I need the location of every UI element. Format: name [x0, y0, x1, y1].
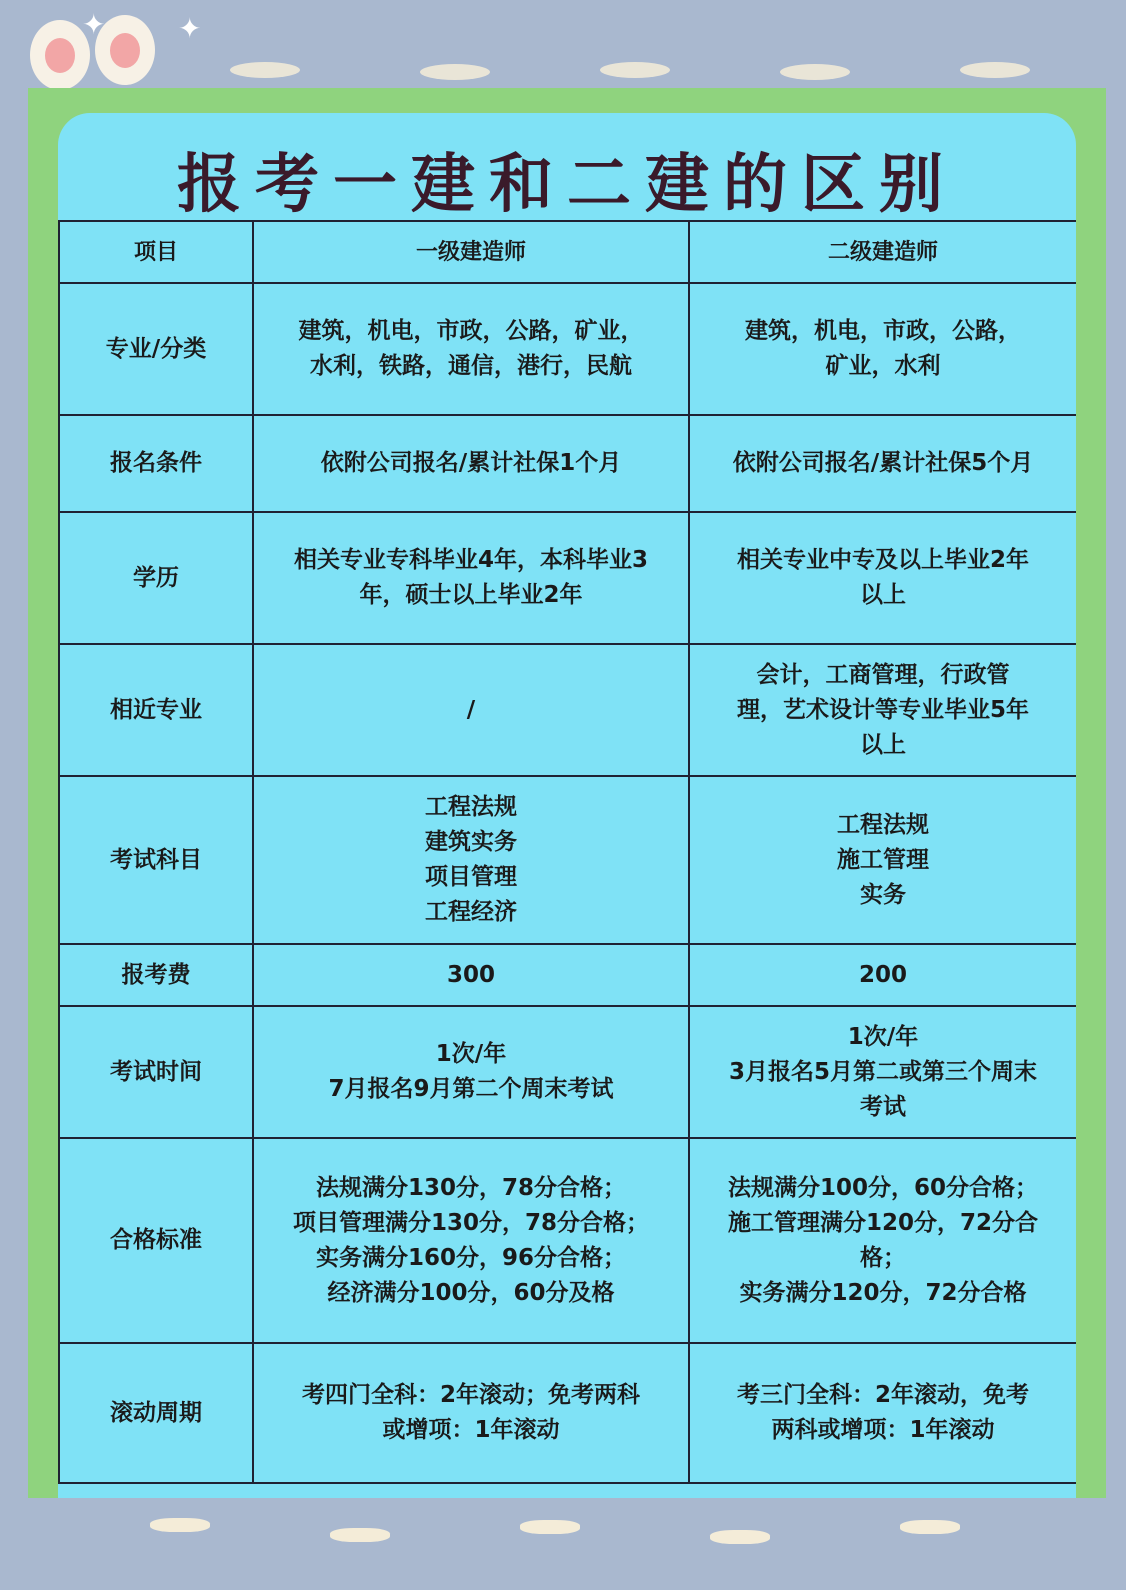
header-first-class: 一级建造师 [253, 221, 689, 283]
bunny-ear-left-decoration [30, 20, 90, 90]
first-class-cell [253, 1343, 689, 1483]
cell-text-line: 3月报名5月第二或第三个周末 [728, 1058, 1037, 1085]
cell-text-line: 工程经济 [425, 899, 517, 925]
cell-text-line: 相关专业专科毕业4年，本科毕业3 [293, 547, 648, 573]
cell-text-line: 经济满分100分，60分及格 [327, 1279, 615, 1306]
second-class-cell [689, 283, 1076, 415]
second-class-cell [689, 944, 1076, 1006]
cell-text-line: 水利，铁路，通信，港行，民航 [310, 353, 632, 379]
cookie-decoration [780, 64, 850, 80]
table-row [59, 512, 1076, 644]
row-label: 报考费 [59, 944, 253, 1006]
cookie-decoration [600, 62, 670, 78]
cell-text-line: 实务满分120分，72分合格 [739, 1279, 1027, 1306]
cell-text-line: 项目管理满分130分，78分合格； [292, 1209, 650, 1236]
second-class-cell [689, 512, 1076, 644]
cookie-decoration [960, 62, 1030, 78]
cell-text-line: 考三门全科：2年滚动，免考 [736, 1382, 1029, 1408]
cell-text-line: 法规满分100分，60分合格； [727, 1174, 1039, 1201]
cell-text-line: 格； [860, 1244, 906, 1271]
row-label: 专业/分类 [59, 283, 253, 415]
cell-text-line: 200 [858, 961, 907, 988]
comparison-panel [58, 113, 1076, 1498]
cell-text-line: 7月报名9月第二个周末考试 [328, 1076, 614, 1102]
second-class-cell [689, 776, 1076, 944]
cookie-decoration [420, 64, 490, 80]
cell-text-line: 1次/年 [847, 1023, 919, 1050]
sparkle-icon: ✦ [82, 8, 106, 41]
row-label: 考试科目 [59, 776, 253, 944]
table-row [59, 644, 1076, 776]
cell-text-line: 会计，工商管理，行政管 [756, 661, 1010, 688]
cell-text-line: 施工管理满分120分，72分合 [727, 1209, 1039, 1236]
page-title: 报考一建和二建的区别 [177, 148, 957, 222]
row-label: 相近专业 [59, 644, 253, 776]
cell-text-line: 1次/年 [435, 1041, 507, 1067]
cell-text-line: 施工管理 [837, 846, 929, 873]
table-row [59, 283, 1076, 415]
cell-text-line: 矿业，水利 [825, 353, 941, 379]
sparkle-icon: ✦ [178, 12, 202, 45]
cell-text-line: 年，硕士以上毕业2年 [359, 582, 583, 608]
header-item: 项目 [59, 221, 253, 283]
table-row [59, 1343, 1076, 1483]
cell-text-line: 建筑，机电，市政，公路，矿业， [298, 318, 644, 344]
table-row [59, 415, 1076, 512]
cell-text-line: 或增项：1年滚动 [382, 1417, 560, 1443]
first-class-cell [253, 512, 689, 644]
cell-text-line: 建筑实务 [425, 829, 517, 855]
first-class-cell [253, 1006, 689, 1138]
cell-text-line: 实务 [860, 881, 906, 908]
row-label: 考试时间 [59, 1006, 253, 1138]
header-second-class: 二级建造师 [689, 221, 1076, 283]
bottom-decoration-strip [0, 1498, 1126, 1590]
cell-text-line: 工程法规 [425, 794, 517, 820]
second-class-cell [689, 415, 1076, 512]
second-class-cell [689, 1343, 1076, 1483]
second-class-cell [689, 1138, 1076, 1343]
row-label: 报名条件 [59, 415, 253, 512]
table-row [59, 776, 1076, 944]
cell-text-line: 建筑，机电，市政，公路， [745, 318, 1021, 344]
table-header-row [59, 221, 1076, 283]
cell-text-line: 相关专业中专及以上毕业2年 [736, 547, 1029, 573]
comparison-table [58, 220, 1076, 1484]
cell-text-line: 工程法规 [837, 811, 929, 838]
cell-text-line: 实务满分160分，96分合格； [315, 1244, 627, 1271]
row-label: 滚动周期 [59, 1343, 253, 1483]
cell-text-line: 以上 [860, 582, 906, 608]
cell-text-line: 两科或增项：1年滚动 [771, 1417, 995, 1443]
cookie-decoration [230, 62, 300, 78]
cell-text-line: / [466, 696, 476, 723]
cell-text-line: 理，艺术设计等专业毕业5年 [736, 696, 1029, 723]
cell-text-line: 法规满分130分，78分合格； [315, 1174, 627, 1201]
row-label: 合格标准 [59, 1138, 253, 1343]
second-class-cell [689, 644, 1076, 776]
first-class-cell [253, 283, 689, 415]
cell-text-line: 依附公司报名/累计社保1个月 [320, 450, 622, 476]
first-class-cell [253, 776, 689, 944]
first-class-cell [253, 1138, 689, 1343]
table-row [59, 944, 1076, 1006]
first-class-cell [253, 415, 689, 512]
cell-text-line: 考试 [860, 1093, 906, 1120]
first-class-cell [253, 944, 689, 1006]
cell-text-line: 考四门全科：2年滚动；免考两科 [301, 1382, 640, 1408]
cell-text-line: 依附公司报名/累计社保5个月 [732, 450, 1034, 476]
cell-text-line: 300 [446, 961, 495, 988]
table-row [59, 1138, 1076, 1343]
first-class-cell [253, 644, 689, 776]
cell-text-line: 以上 [860, 731, 906, 758]
row-label: 学历 [59, 512, 253, 644]
second-class-cell [689, 1006, 1076, 1138]
table-row [59, 1006, 1076, 1138]
cell-text-line: 项目管理 [425, 864, 517, 890]
